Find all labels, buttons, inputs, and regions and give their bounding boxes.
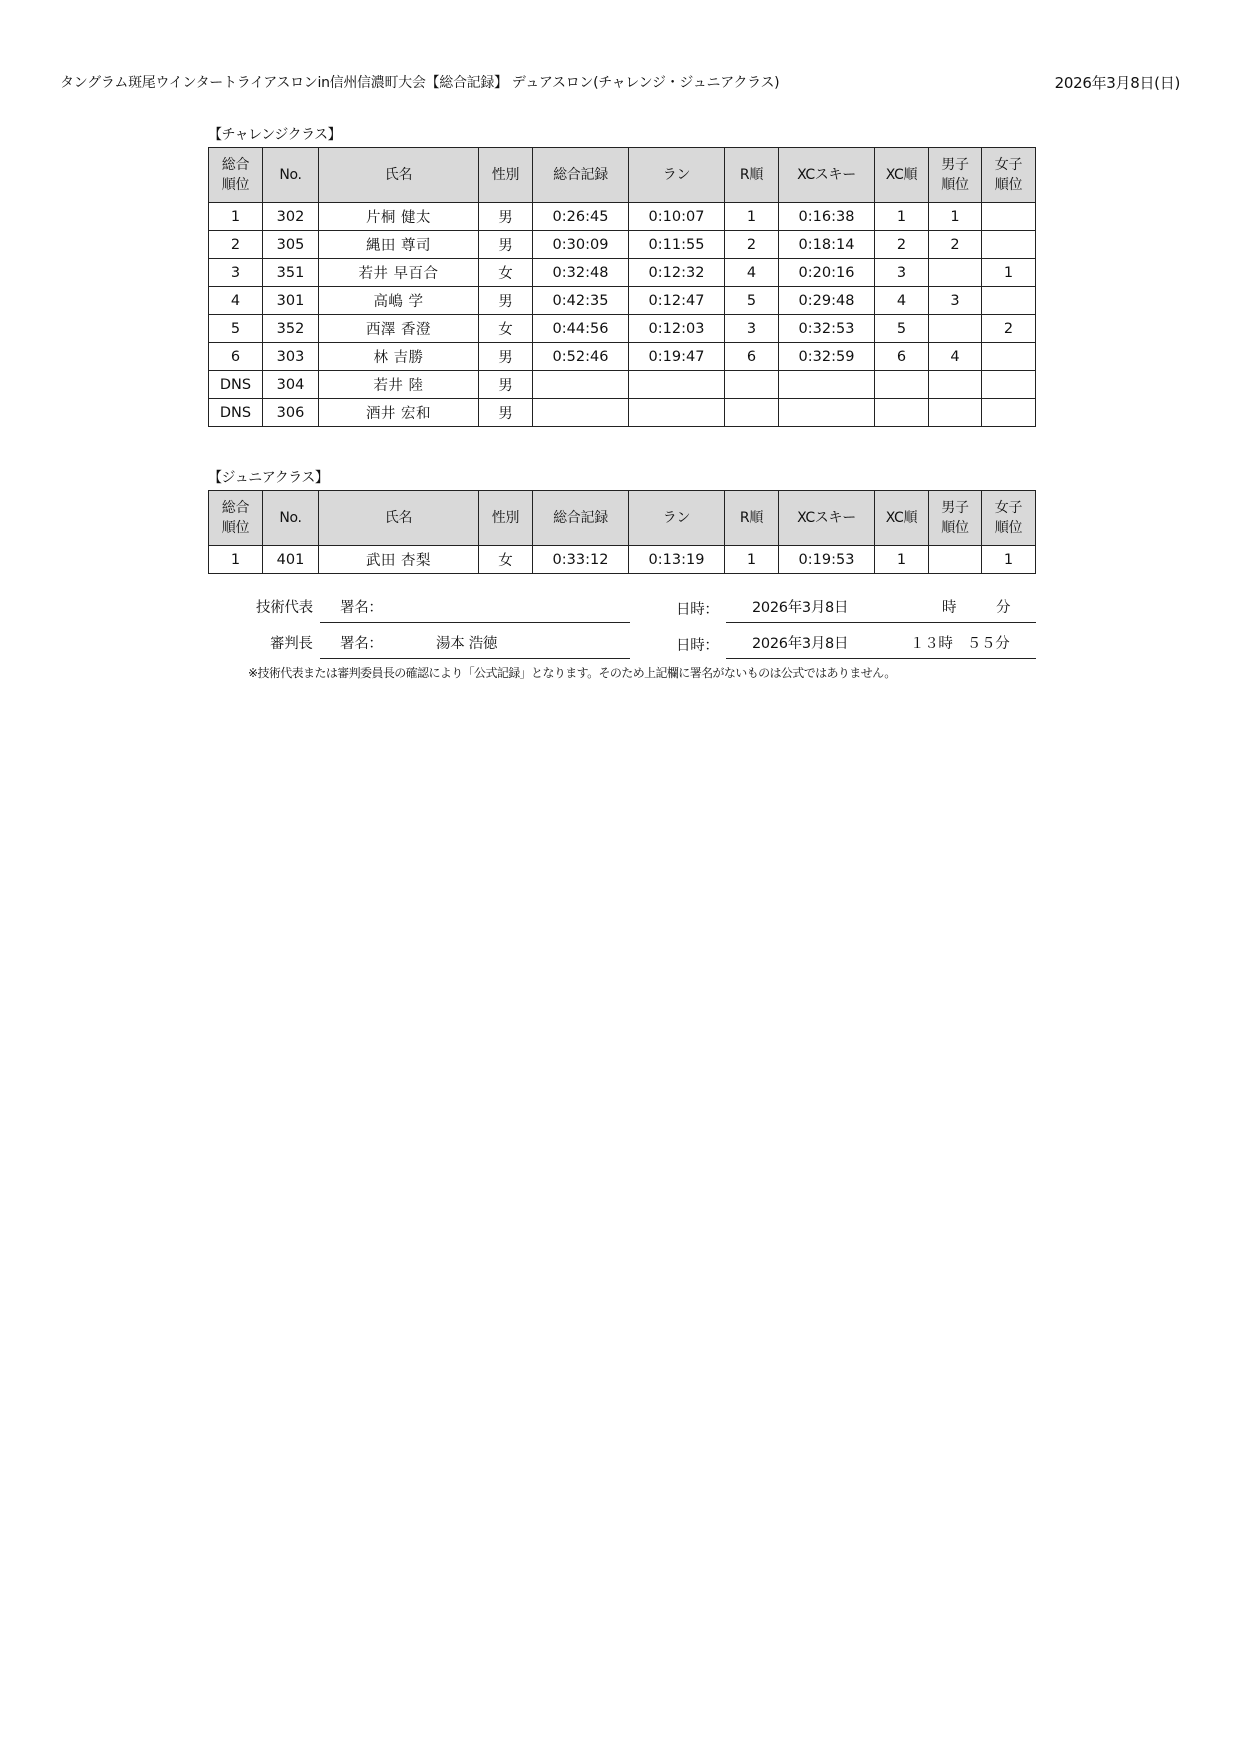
challenge-cell-xc-ski: 0:32:59 — [779, 343, 875, 371]
challenge-cell-xc-rank: 4 — [875, 287, 929, 315]
junior-header-run: ラン — [629, 491, 725, 546]
challenge-cell-rank: DNS — [209, 399, 263, 427]
challenge-cell-female-rank — [982, 231, 1036, 259]
junior-header-male-rank: 男子 順位 — [929, 491, 982, 546]
challenge-cell-rank: DNS — [209, 371, 263, 399]
junior-header-female-rank: 女子 順位 — [982, 491, 1036, 546]
technical-delegate-date: 2026年3月8日 — [752, 600, 849, 616]
junior-cell-xc-ski: 0:19:53 — [779, 546, 875, 574]
junior-cell-total: 0:33:12 — [533, 546, 629, 574]
challenge-cell-xc-ski: 0:16:38 — [779, 203, 875, 231]
challenge-cell-sex: 男 — [479, 203, 533, 231]
challenge-cell-run: 0:11:55 — [629, 231, 725, 259]
challenge-cell-name: 片桐 健太 — [319, 203, 479, 231]
technical-delegate-sign-label: 署名： — [340, 600, 383, 616]
challenge-cell-xc-rank — [875, 399, 929, 427]
junior-table-row — [209, 546, 1036, 574]
challenge-cell-rank: 2 — [209, 231, 263, 259]
challenge-cell-name: 高嶋 学 — [319, 287, 479, 315]
challenge-header-rank: 総合 順位 — [209, 148, 263, 203]
junior-header-r-rank: R順 — [725, 491, 779, 546]
challenge-header-name: 氏名 — [319, 148, 479, 203]
challenge-header-total: 総合記録 — [533, 148, 629, 203]
challenge-header-male-rank: 男子 順位 — [929, 148, 982, 203]
junior-header-xc-ski: XCスキー — [779, 491, 875, 546]
footnote: ※技術代表または審判委員長の確認により「公式記録」となります。そのため上記欄に署名がないものは公式ではありません。 — [248, 666, 896, 680]
technical-delegate-sign-line — [320, 622, 630, 623]
referee-sign-label: 署名： — [340, 636, 383, 652]
challenge-cell-rank: 1 — [209, 203, 263, 231]
challenge-cell-xc-rank: 5 — [875, 315, 929, 343]
challenge-cell-female-rank — [982, 287, 1036, 315]
challenge-cell-no: 352 — [263, 315, 319, 343]
challenge-cell-rank: 6 — [209, 343, 263, 371]
challenge-cell-run — [629, 399, 725, 427]
junior-header-no: No. — [263, 491, 319, 546]
challenge-cell-r-rank — [725, 399, 779, 427]
challenge-cell-sex: 女 — [479, 259, 533, 287]
challenge-cell-total: 0:52:46 — [533, 343, 629, 371]
junior-section-label: 【ジュニアクラス】 — [208, 470, 329, 486]
junior-cell-no: 401 — [263, 546, 319, 574]
challenge-header-xc-rank: XC順 — [875, 148, 929, 203]
referee-date-line — [726, 658, 1036, 659]
junior-cell-name: 武田 杏梨 — [319, 546, 479, 574]
junior-cell-sex: 女 — [479, 546, 533, 574]
challenge-cell-r-rank: 4 — [725, 259, 779, 287]
challenge-cell-sex: 男 — [479, 287, 533, 315]
technical-delegate-hour-label: 時 — [942, 600, 957, 616]
challenge-cell-xc-ski: 0:29:48 — [779, 287, 875, 315]
challenge-cell-rank: 5 — [209, 315, 263, 343]
challenge-cell-r-rank: 3 — [725, 315, 779, 343]
challenge-cell-xc-ski: 0:18:14 — [779, 231, 875, 259]
challenge-table-row — [209, 203, 1036, 231]
challenge-cell-xc-ski — [779, 371, 875, 399]
challenge-cell-no: 302 — [263, 203, 319, 231]
challenge-table-row — [209, 287, 1036, 315]
referee-date: 2026年3月8日 — [752, 636, 849, 652]
challenge-cell-female-rank — [982, 343, 1036, 371]
challenge-cell-xc-rank — [875, 371, 929, 399]
challenge-cell-total: 0:26:45 — [533, 203, 629, 231]
challenge-cell-sex: 男 — [479, 399, 533, 427]
junior-header-total: 総合記録 — [533, 491, 629, 546]
challenge-header-r-rank: R順 — [725, 148, 779, 203]
challenge-table-row — [209, 259, 1036, 287]
challenge-cell-r-rank: 6 — [725, 343, 779, 371]
junior-header-sex: 性別 — [479, 491, 533, 546]
challenge-cell-no: 305 — [263, 231, 319, 259]
technical-delegate-date-line — [726, 622, 1036, 623]
challenge-cell-run: 0:12:32 — [629, 259, 725, 287]
junior-cell-male-rank — [929, 546, 982, 574]
challenge-cell-run: 0:10:07 — [629, 203, 725, 231]
challenge-cell-total: 0:30:09 — [533, 231, 629, 259]
challenge-cell-no: 306 — [263, 399, 319, 427]
challenge-cell-xc-ski — [779, 399, 875, 427]
challenge-table-row — [209, 231, 1036, 259]
challenge-cell-no: 304 — [263, 371, 319, 399]
challenge-table-row — [209, 399, 1036, 427]
technical-delegate-date-label: 日時： — [676, 602, 719, 618]
challenge-cell-r-rank: 5 — [725, 287, 779, 315]
challenge-cell-female-rank: 2 — [982, 315, 1036, 343]
challenge-cell-sex: 男 — [479, 231, 533, 259]
challenge-cell-male-rank — [929, 399, 982, 427]
junior-header-rank: 総合 順位 — [209, 491, 263, 546]
challenge-cell-xc-rank: 6 — [875, 343, 929, 371]
challenge-cell-name: 縄田 尊司 — [319, 231, 479, 259]
challenge-cell-male-rank: 3 — [929, 287, 982, 315]
junior-header-row — [209, 491, 1036, 546]
challenge-cell-total: 0:44:56 — [533, 315, 629, 343]
challenge-cell-sex: 男 — [479, 371, 533, 399]
challenge-cell-male-rank: 2 — [929, 231, 982, 259]
referee-signer: 湯本 浩徳 — [436, 636, 498, 652]
challenge-cell-total: 0:32:48 — [533, 259, 629, 287]
challenge-cell-xc-ski: 0:32:53 — [779, 315, 875, 343]
challenge-cell-r-rank — [725, 371, 779, 399]
challenge-cell-male-rank: 1 — [929, 203, 982, 231]
challenge-table-row — [209, 371, 1036, 399]
challenge-cell-sex: 女 — [479, 315, 533, 343]
junior-cell-run: 0:13:19 — [629, 546, 725, 574]
challenge-cell-xc-ski: 0:20:16 — [779, 259, 875, 287]
challenge-cell-total: 0:42:35 — [533, 287, 629, 315]
challenge-header-run: ラン — [629, 148, 725, 203]
challenge-cell-female-rank — [982, 203, 1036, 231]
referee-time: １３時 ５５分 — [910, 636, 1010, 652]
referee-role: 審判長 — [270, 636, 313, 652]
challenge-cell-run: 0:12:03 — [629, 315, 725, 343]
challenge-cell-name: 若井 早百合 — [319, 259, 479, 287]
challenge-cell-no: 301 — [263, 287, 319, 315]
referee-sign-line — [320, 658, 630, 659]
challenge-cell-rank: 3 — [209, 259, 263, 287]
referee-date-label: 日時： — [676, 638, 719, 654]
challenge-cell-run: 0:19:47 — [629, 343, 725, 371]
challenge-cell-male-rank: 4 — [929, 343, 982, 371]
challenge-cell-name: 林 吉勝 — [319, 343, 479, 371]
challenge-cell-female-rank — [982, 399, 1036, 427]
challenge-cell-female-rank: 1 — [982, 259, 1036, 287]
technical-delegate-minute-label: 分 — [996, 600, 1011, 616]
challenge-header-row — [209, 148, 1036, 203]
challenge-cell-run — [629, 371, 725, 399]
challenge-cell-name: 若井 陸 — [319, 371, 479, 399]
junior-header-name: 氏名 — [319, 491, 479, 546]
page-header-title: タングラム斑尾ウインタートライアスロンin信州信濃町大会【総合記録】 デュアスロン(チャレンジ・ジュニアクラス) — [60, 75, 780, 91]
challenge-results-table — [208, 147, 1036, 427]
junior-header-xc-rank: XC順 — [875, 491, 929, 546]
challenge-cell-xc-rank: 3 — [875, 259, 929, 287]
challenge-header-no: No. — [263, 148, 319, 203]
technical-delegate-role: 技術代表 — [256, 600, 313, 616]
challenge-cell-male-rank — [929, 315, 982, 343]
challenge-cell-rank: 4 — [209, 287, 263, 315]
challenge-cell-xc-rank: 2 — [875, 231, 929, 259]
challenge-cell-no: 351 — [263, 259, 319, 287]
challenge-cell-name: 酒井 宏和 — [319, 399, 479, 427]
challenge-header-xc-ski: XCスキー — [779, 148, 875, 203]
challenge-header-sex: 性別 — [479, 148, 533, 203]
challenge-cell-total — [533, 399, 629, 427]
challenge-cell-name: 西澤 香澄 — [319, 315, 479, 343]
junior-cell-rank: 1 — [209, 546, 263, 574]
challenge-table-row — [209, 315, 1036, 343]
junior-cell-female-rank: 1 — [982, 546, 1036, 574]
challenge-cell-total — [533, 371, 629, 399]
junior-cell-xc-rank: 1 — [875, 546, 929, 574]
challenge-cell-r-rank: 2 — [725, 231, 779, 259]
challenge-cell-xc-rank: 1 — [875, 203, 929, 231]
challenge-cell-r-rank: 1 — [725, 203, 779, 231]
junior-results-table — [208, 490, 1036, 574]
challenge-section-label: 【チャレンジクラス】 — [208, 127, 342, 143]
challenge-cell-run: 0:12:47 — [629, 287, 725, 315]
challenge-cell-female-rank — [982, 371, 1036, 399]
junior-cell-r-rank: 1 — [725, 546, 779, 574]
challenge-cell-male-rank — [929, 259, 982, 287]
page-header-date: 2026年3月8日(日) — [1054, 74, 1180, 92]
challenge-cell-sex: 男 — [479, 343, 533, 371]
challenge-cell-no: 303 — [263, 343, 319, 371]
challenge-header-female-rank: 女子 順位 — [982, 148, 1036, 203]
challenge-cell-male-rank — [929, 371, 982, 399]
challenge-table-row — [209, 343, 1036, 371]
